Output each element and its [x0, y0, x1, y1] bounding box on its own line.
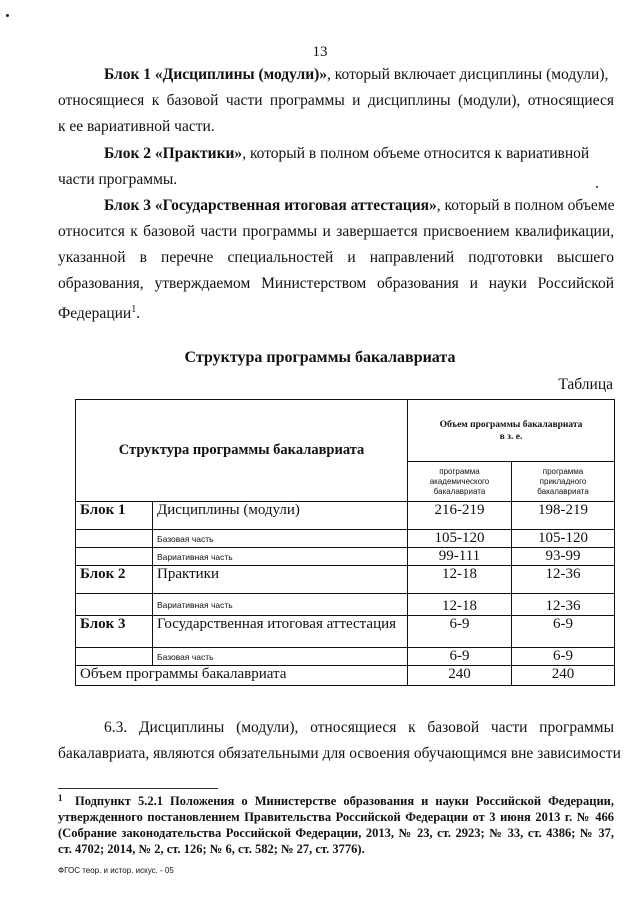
footnote-line-3: (Собрание законодательства Российской Федерации, 2013, № 23, ст. 2923; № 33, ст. 4386; № 37, [58, 826, 614, 840]
table-row [76, 616, 615, 648]
academic-cell: 216-219 [408, 502, 512, 530]
name-cell: Вариативная часть [153, 594, 408, 616]
header-volume-label: Объем программы бакалавриата [439, 419, 583, 430]
header-volume-cell [408, 400, 615, 462]
table-row [76, 648, 615, 666]
academic-cell: 6-9 [408, 648, 512, 666]
applied-cell: 6-9 [512, 616, 615, 648]
academic-cell: 99-111 [408, 548, 512, 566]
scan-speck [596, 186, 598, 188]
header-structure-label: Структура программы бакалавриата [118, 442, 365, 458]
table-row [76, 594, 615, 616]
total-academic-cell: 240 [408, 666, 512, 686]
block3-last-word: Федерации [58, 305, 132, 323]
table-row [76, 548, 615, 566]
header-academic-line: бакалавриата [433, 486, 486, 496]
block-cell [76, 648, 153, 666]
academic-cell: 6-9 [408, 616, 512, 648]
header-structure-cell [76, 400, 408, 502]
total-label-cell: Объем программы бакалавриата [76, 666, 408, 686]
name-cell: Вариативная часть [153, 548, 408, 566]
footer-document-code: ФГОС теор. и истор. искус. - 05 [58, 866, 174, 875]
block3-line-1 [104, 196, 615, 216]
block3-end: . [136, 305, 141, 323]
applied-cell: 105-120 [512, 530, 615, 548]
block3-line-4: образования, утверждаемом Министерством образования и науки Российской [58, 275, 614, 292]
footnote-ref[interactable]: 1 [131, 304, 137, 315]
name-cell: Государственная итоговая аттестация [153, 616, 408, 648]
block1-bold: Блок 1 «Дисциплины (модули)» [104, 66, 328, 83]
header-applied-line: прикладного [539, 476, 587, 486]
block2-bold: Блок 2 «Практики» [104, 145, 243, 162]
program-structure-table [75, 399, 615, 686]
section-6-3-line-1: 6.3. Дисциплины (модули), относящиеся к базовой части программы [104, 719, 614, 736]
block3-line-3: указанной в перечне специальностей и направлений подготовки высшего [58, 249, 614, 266]
total-applied-cell: 240 [512, 666, 615, 686]
block-cell [76, 530, 153, 548]
footnote-mark: 1 [58, 793, 63, 803]
academic-cell: 12-18 [408, 566, 512, 594]
header-applied-line: программа [542, 466, 584, 476]
block-cell [76, 548, 153, 566]
table-row [76, 502, 615, 530]
header-applied-cell [512, 462, 615, 502]
name-cell: Практики [153, 566, 408, 594]
header-academic-line: программа [439, 466, 480, 476]
header-unit-label: в з. е. [499, 431, 523, 442]
table-header-row [76, 400, 615, 462]
block2-rest: , который в полном объеме относится к вариативной [242, 145, 590, 162]
academic-cell: 105-120 [408, 530, 512, 548]
block3-line-2: относится к базовой части программы и завершается присвоением квалификации, [58, 223, 614, 240]
section-title: Структура программы бакалавриата [184, 349, 456, 366]
table-row [76, 530, 615, 548]
block-cell: Блок 2 [76, 566, 153, 594]
block1-line-3: к ее вариативной части. [58, 118, 215, 135]
block2-line-2: части программы. [58, 171, 178, 188]
footnote-divider [58, 788, 218, 789]
block3-line-5 [58, 300, 140, 324]
header-applied-line: бакалавриата [537, 486, 589, 496]
block1-line-2: относящиеся к базовой части программы и дисциплины (модули), относящиеся [58, 92, 614, 109]
footnote-line-4: ст. 4702; 2014, № 2, ст. 126; № 6, ст. 582; № 27, ст. 3776). [58, 842, 365, 856]
applied-cell: 93-99 [512, 548, 615, 566]
applied-cell: 12-36 [512, 566, 615, 594]
block-cell: Блок 1 [76, 502, 153, 530]
footnote-line-2: утвержденного постановлением Правительства Российской Федерации от 3 июня 2013 г. № 466 [58, 810, 614, 824]
block-cell [76, 594, 153, 616]
header-academic-cell [408, 462, 512, 502]
block3-bold: Блок 3 «Государственная итоговая аттестация» [104, 197, 437, 214]
page-number: 13 [312, 44, 328, 60]
table-total-row [76, 666, 615, 686]
block-cell: Блок 3 [76, 616, 153, 648]
section-6-3-line-2: бакалавриата, являются обязательными для освоения обучающимся вне зависимости [58, 745, 621, 762]
name-cell: Дисциплины (модули) [153, 502, 408, 530]
name-cell: Базовая часть [153, 530, 408, 548]
table-label: Таблица [558, 376, 613, 393]
block1-rest: , который включает дисциплины (модули), [327, 66, 609, 83]
applied-cell: 12-36 [512, 594, 615, 616]
name-cell: Базовая часть [153, 648, 408, 666]
footnote-line-1: Подпункт 5.2.1 Положения о Министерстве образования и науки Российской Федерации, [75, 794, 614, 808]
applied-cell: 198-219 [512, 502, 615, 530]
block2-line-1 [104, 144, 589, 164]
block1-line-1 [104, 65, 608, 85]
block3-rest: , который в полном объеме [436, 197, 615, 214]
header-academic-line: академического [429, 476, 490, 486]
academic-cell: 12-18 [408, 594, 512, 616]
table-row [76, 566, 615, 594]
applied-cell: 6-9 [512, 648, 615, 666]
scan-speck [6, 14, 9, 17]
